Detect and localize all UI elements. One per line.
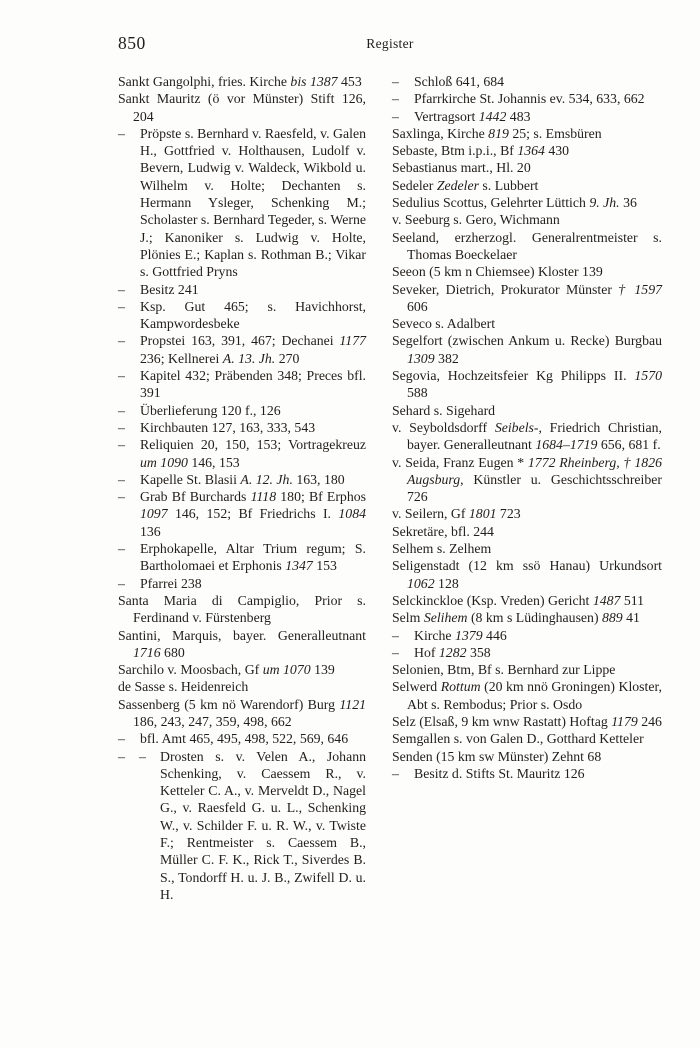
index-entry — [118, 73, 366, 90]
index-entry — [118, 661, 366, 678]
entry-text: 483 — [506, 108, 531, 124]
index-entry — [118, 90, 366, 125]
entry-text: 186, 243, 247, 359, 498, 662 — [133, 713, 292, 729]
entry-text: Schloß 641, 684 — [414, 74, 505, 89]
index-entry — [392, 125, 662, 142]
subentry-dash: – — [118, 731, 125, 747]
entry-text: bfl. Amt 465, 495, 498, 522, 569, 646 — [140, 731, 349, 747]
index-entry — [118, 696, 366, 731]
entry-text-italic: A. 12. Jh. — [240, 471, 293, 487]
entry-text: 163, 180 — [292, 471, 345, 487]
entry-text-italic: 889 — [602, 610, 623, 626]
index-entry — [118, 367, 366, 402]
entry-text-italic: bis 1387 — [290, 74, 338, 89]
entry-text-italic: † 1826 Augsburg — [407, 454, 662, 487]
entry-text: Sankt Mauritz (ö vor Münster) Stift 126, 204 — [118, 91, 366, 124]
entry-text: Segovia, Hochzeitsfeier Kg Philipps II. — [392, 368, 635, 384]
entry-text: v. Seeburg s. Gero, Wichmann — [392, 212, 560, 228]
entry-text: 723 — [496, 506, 521, 522]
entry-text: Erphokapelle, Altar Trium regum; S. Bartholomaei et Erphonis — [140, 541, 366, 574]
index-entry — [392, 229, 662, 264]
entry-text-italic: 1570 — [634, 368, 662, 384]
index-entry — [118, 575, 366, 592]
entry-text-italic: † 1597 — [618, 281, 662, 297]
subentry-dash: – — [118, 471, 125, 487]
entry-text: Sedeler — [392, 177, 437, 193]
index-entry — [118, 402, 366, 419]
index-entry — [392, 419, 662, 454]
entry-text: Santini, Marquis, bayer. Generalleutnant — [118, 627, 366, 643]
entry-text: Selckinckloe (Ksp. Vreden) Gericht — [392, 592, 593, 608]
entry-text: v. Seyboldsdorff — [392, 419, 495, 435]
subentry-dash: – — [392, 627, 399, 643]
entry-text: Drosten s. v. Velen A., Johann Schenking, v. Caessem R., v. Ketteler C. A., v. Merveldt D., Nagel G., v. Raesfeld G. u. L., Schenking W., v. Schilder F. u. R. W., v. Twiste F.; Rentmeister s. Caessem B., Müller C. F. K., Rick T., Siverdes B. S., Tondorff H. u. J. B., Zwifell D. u. H. — [160, 748, 366, 902]
entry-text-italic: 1309 — [407, 350, 435, 366]
entry-text-italic: 819 — [488, 125, 509, 141]
subentry-dash: – — [139, 748, 146, 764]
entry-text-italic: Rottum — [440, 679, 481, 695]
index-entry — [392, 765, 662, 782]
index-entry — [118, 436, 366, 471]
index-entry — [392, 678, 662, 713]
entry-text: Grab Bf Burchards — [140, 489, 251, 505]
entry-text: Selhem s. Zelhem — [392, 541, 492, 557]
entry-text: 25; s. Emsbüren — [508, 125, 602, 141]
subentry-dash: – — [118, 298, 125, 314]
entry-text-italic: 1716 — [133, 644, 161, 660]
entry-text: (20 km nnö Groningen) Kloster, Abt s. Rembodus; Prior s. Osdo — [407, 679, 662, 712]
entry-text: Besitz d. Stifts St. Mauritz 126 — [414, 765, 585, 781]
entry-text: Pfarrei 238 — [140, 575, 202, 591]
index-entry — [392, 108, 662, 125]
entry-text: Sehard s. Sigehard — [392, 402, 496, 418]
entry-text: 430 — [544, 143, 570, 159]
index-entry — [392, 402, 662, 419]
entry-text: Seveker, Dietrich, Prokurator Münster — [392, 281, 619, 297]
entry-text: Besitz 241 — [140, 281, 199, 297]
entry-text-italic: 1121 — [339, 696, 366, 712]
subentry-dash: – — [392, 644, 399, 660]
entry-text-italic: 1487 — [592, 592, 621, 608]
subentry-dash: – — [392, 765, 399, 781]
entry-text: Sassenberg (5 km nö Warendorf) Burg — [118, 696, 340, 712]
index-entry — [118, 627, 366, 662]
entry-text: Sebaste, Btm i.p.i., Bf — [392, 143, 518, 159]
entry-text: Hof — [414, 644, 439, 660]
index-entry — [392, 454, 662, 506]
index-entry — [392, 142, 662, 159]
index-entry — [118, 471, 366, 488]
index-entry — [392, 661, 662, 678]
index-entry — [118, 281, 366, 298]
index-entry — [392, 523, 662, 540]
entry-text-italic: 1084 — [338, 506, 366, 522]
entry-text: Semgallen s. von Galen D., Gotthard Ketteler — [392, 731, 644, 747]
entry-text-italic: 1097 — [140, 506, 168, 522]
index-entry — [118, 540, 366, 575]
entry-text: v. Seida, Franz Eugen * — [392, 454, 528, 470]
index-entry — [392, 90, 662, 107]
entry-text: 136 — [140, 523, 161, 539]
entry-text-italic: 1282 — [438, 644, 467, 660]
index-entry — [392, 627, 662, 644]
index-entry — [392, 540, 662, 557]
entry-text: 146, 152; Bf Friedrichs I. — [167, 506, 339, 522]
entry-text: 382 — [434, 350, 459, 366]
subentry-dash: – — [118, 419, 125, 435]
entry-text: Reliquien 20, 150, 153; Vortragekreuz — [140, 437, 366, 453]
entry-text: 139 — [310, 662, 335, 678]
subentry-dash: – — [118, 489, 125, 505]
entry-text: Segelfort (zwischen Ankum u. Recke) Burgbau — [392, 333, 662, 349]
entry-text: 128 — [434, 575, 459, 591]
entry-text: Seeon (5 km n Chiemsee) Kloster 139 — [392, 264, 603, 280]
entry-text-italic: um 1090 — [140, 454, 188, 470]
index-entry — [392, 315, 662, 332]
entry-text: 511 — [620, 592, 645, 608]
entry-text: Überlieferung 120 f., 126 — [140, 402, 281, 418]
index-entry — [392, 592, 662, 609]
subentry-dash: – — [392, 108, 399, 124]
index-entry — [392, 609, 662, 626]
index-entry — [392, 332, 662, 367]
entry-text: v. Seilern, Gf — [392, 506, 469, 522]
entry-text-italic: A. 13. Jh. — [222, 350, 276, 366]
index-text-block — [118, 73, 662, 903]
subentry-dash: – — [118, 281, 125, 297]
subentry-dash: – — [118, 125, 125, 141]
entry-text: 236; Kellnerei — [140, 350, 223, 366]
index-entry — [118, 488, 366, 540]
index-entry — [118, 125, 366, 281]
entry-text: Kapelle St. Blasii — [140, 471, 241, 487]
entry-text: 453 — [337, 74, 362, 89]
entry-text: Pröpste s. Bernhard v. Raesfeld, v. Galen H., Gottfried v. Holthausen, Ludolf v. Bevern, Ludwig v. Waldeck, Wikbold u. Wilhelm v. Holte; Dechanten s. Hermann Ysleger, Schenking M.; Scholaster s. Bernhard Tegeder, s. Werne J.; Kanoniker s. Ludwig v. Holte, Plönies E.; Kaplan s. Rothman B.; Vikar s. Gottfried Pryns — [140, 125, 366, 280]
entry-text: Pfarrkirche St. Johannis ev. 534, 633, 662 — [414, 91, 645, 107]
index-entry — [392, 557, 662, 592]
index-entry — [392, 748, 662, 765]
entry-text: 36 — [619, 195, 637, 211]
entry-text: Seeland, erzherzogl. Generalrentmeister s. Thomas Boeckelaer — [392, 229, 662, 262]
index-entry — [118, 730, 366, 747]
entry-text: Seveco s. Adalbert — [392, 316, 496, 332]
entry-text: Seligenstadt (12 km ssö Hanau) Urkundsort — [392, 558, 662, 574]
entry-text-italic: Zedeler — [436, 177, 479, 193]
entry-text: Santa Maria di Campiglio, Prior s. Ferdinand v. Fürstenberg — [118, 592, 366, 626]
running-title: Register — [366, 36, 414, 51]
subentry-dash: – — [118, 437, 125, 453]
entry-text: s. Lubbert — [478, 177, 539, 193]
entry-text-italic: 1364 — [517, 143, 545, 159]
entry-text: 588 — [407, 385, 428, 401]
subentry-dash: – — [118, 575, 125, 591]
index-column-left — [118, 73, 366, 903]
entry-text: 680 — [160, 644, 185, 660]
entry-text: Selm — [392, 610, 424, 626]
index-entry — [392, 367, 662, 402]
entry-text: 246 — [637, 713, 662, 729]
entry-text: Saxlinga, Kirche — [392, 125, 489, 141]
entry-text: Kirchbauten 127, 163, 333, 543 — [140, 419, 316, 435]
entry-text-italic: 9. Jh. — [589, 195, 620, 211]
entry-text: 606 — [407, 298, 428, 314]
entry-text-italic: Seibels- — [494, 419, 539, 435]
entry-text-italic: 1684–1719 — [535, 437, 598, 453]
entry-text: (8 km s Lüdinghausen) — [467, 610, 602, 626]
entry-text-italic: Selihem — [423, 610, 468, 626]
entry-text-italic: 1118 — [250, 489, 277, 505]
entry-text: Selwerd — [392, 679, 441, 695]
entry-text: 146, 153 — [187, 454, 240, 470]
index-column-right — [392, 73, 662, 782]
index-entry — [118, 748, 366, 904]
entry-text: Propstei 163, 391, 467; Dechanei — [140, 333, 340, 349]
entry-text: Senden (15 km sw Münster) Zehnt 68 — [392, 748, 602, 764]
entry-text-italic: 1801 — [468, 506, 497, 522]
index-entry — [392, 281, 662, 316]
entry-text: de Sasse s. Heidenreich — [118, 679, 249, 695]
entry-text: Kapitel 432; Präbenden 348; Preces bfl. 391 — [140, 368, 366, 401]
entry-text: 358 — [466, 644, 491, 660]
entry-text-italic: 1179 — [611, 713, 638, 729]
entry-text: , Künstler u. Geschichtsschreiber 726 — [407, 471, 662, 505]
entry-text: Sekretäre, bfl. 244 — [392, 523, 494, 539]
entry-text-italic: um 1070 — [262, 662, 311, 678]
subentry-dash: – — [118, 402, 125, 418]
index-entry — [392, 263, 662, 280]
subentry-dash: – — [118, 748, 125, 764]
entry-text: Sedulius Scottus, Gelehrter Lüttich — [392, 195, 590, 211]
entry-text: 656, 681 f. — [597, 437, 661, 453]
index-entry — [392, 505, 662, 522]
entry-text-italic: 1177 — [339, 333, 366, 349]
subentry-dash: – — [118, 333, 125, 349]
index-entry — [392, 211, 662, 228]
entry-text-italic: 1347 — [285, 558, 313, 574]
index-entry — [118, 332, 366, 367]
subentry-dash: – — [392, 74, 399, 89]
entry-text-italic: 1772 Rheinberg, — [527, 454, 620, 470]
page-number: 850 — [118, 33, 146, 53]
entry-text: Ksp. Gut 465; s. Havichhorst, Kampwordesbeke — [140, 298, 366, 332]
entry-text: 270 — [275, 350, 300, 366]
entry-text: Vertragsort — [414, 108, 479, 124]
index-entry — [392, 159, 662, 176]
entry-text: 180; Bf Erphos — [276, 489, 366, 505]
index-entry — [118, 298, 366, 333]
entry-text: Selz (Elsaß, 9 km wnw Rastatt) Hoftag — [392, 713, 612, 729]
index-entry — [392, 73, 662, 90]
entry-text: , Friedrich Christian, bayer. Generalleutnant — [407, 419, 662, 453]
subentry-dash: – — [392, 91, 399, 107]
entry-text: 41 — [622, 610, 640, 626]
entry-text: Sarchilo v. Moosbach, Gf — [118, 662, 263, 678]
entry-text: 153 — [312, 558, 337, 574]
index-entry — [392, 177, 662, 194]
index-entry — [118, 592, 366, 627]
entry-text: Selonien, Btm, Bf s. Bernhard zur Lippe — [392, 662, 616, 678]
index-entry — [392, 194, 662, 211]
index-entry — [392, 713, 662, 730]
page-header — [118, 33, 662, 55]
entry-text-italic: 1442 — [478, 108, 507, 124]
entry-text: Kirche — [414, 627, 455, 643]
entry-text: Sankt Gangolphi, fries. Kirche — [118, 74, 291, 89]
entry-text-italic: 1379 — [455, 627, 483, 643]
index-entry — [118, 678, 366, 695]
index-entry — [392, 730, 662, 747]
index-entry — [118, 419, 366, 436]
subentry-dash: – — [118, 368, 125, 384]
entry-text-italic: 1062 — [407, 575, 435, 591]
subentry-dash: – — [118, 541, 125, 557]
entry-text: Sebastianus mart., Hl. 20 — [392, 160, 531, 176]
entry-text: 446 — [482, 627, 507, 643]
index-entry — [392, 644, 662, 661]
